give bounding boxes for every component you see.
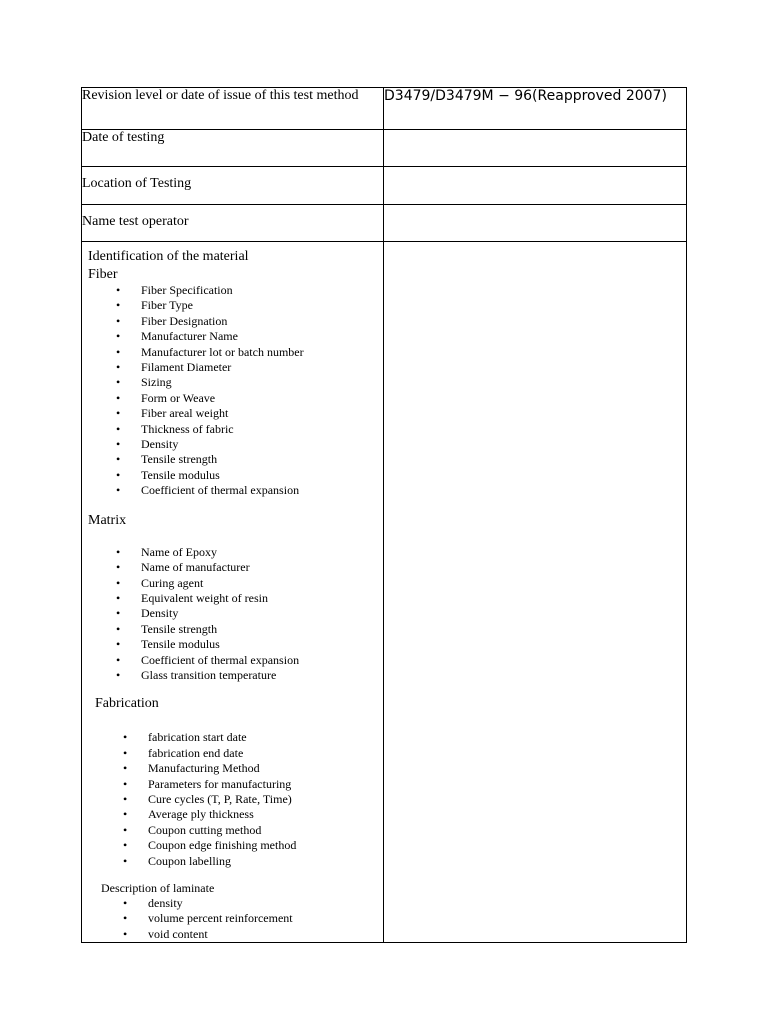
list-item: • Glass transition temperature [82,668,383,683]
list-item: • Density [82,606,383,621]
list-item: • Curing agent [82,576,383,591]
list-item: • Manufacturing Method [82,761,383,776]
fabrication-list [82,730,383,869]
laminate-heading: Description of laminate [101,881,215,895]
list-item: • Fiber Designation [82,314,383,329]
date-of-testing-value [384,130,687,167]
list-item: • Filament Diameter [82,360,383,375]
list-item: • Fiber areal weight [82,406,383,421]
revision-value: D3479/D3479M − 96(Reapproved 2007) [384,88,687,130]
list-item: • Coefficient of thermal expansion [82,483,383,498]
form-row-date-of-testing [82,130,687,167]
list-item: • Cure cycles (T, P, Rate, Time) [82,792,383,807]
list-item: • Density [82,437,383,452]
list-item: • Manufacturer Name [82,329,383,344]
operator-value [384,205,687,242]
list-item: • Parameters for manufacturing [82,777,383,792]
list-item: • density [82,896,383,911]
list-item: • Coupon labelling [82,854,383,869]
list-item: • Tensile strength [82,622,383,637]
list-item: • volume percent reinforcement [82,911,383,926]
list-item: • Coupon cutting method [82,823,383,838]
list-item: • fabrication start date [82,730,383,745]
list-item: • Coefficient of thermal expansion [82,653,383,668]
material-cell [82,242,384,943]
list-item: • Average ply thickness [82,807,383,822]
material-title: Identification of the material [88,249,249,264]
list-item: • Sizing [82,375,383,390]
list-item: • Name of Epoxy [82,545,383,560]
list-item: • Coupon edge finishing method [82,838,383,853]
fiber-list [82,283,383,499]
list-item: • Fiber Specification [82,283,383,298]
form-row-material [82,242,687,943]
matrix-list [82,545,383,684]
list-item: • Tensile strength [82,452,383,467]
test-report-form [81,87,687,943]
list-item: • Name of manufacturer [82,560,383,575]
list-item: • Form or Weave [82,391,383,406]
list-item: • Thickness of fabric [82,422,383,437]
list-item: • Tensile modulus [82,637,383,652]
form-row-operator [82,205,687,242]
list-item: • fabrication end date [82,746,383,761]
location-of-testing-label: Location of Testing [82,167,384,205]
date-of-testing-label: Date of testing [82,130,384,167]
form-row-location [82,167,687,205]
matrix-heading: Matrix [88,512,127,528]
fiber-heading: Fiber [88,267,118,282]
operator-label: Name test operator [82,205,384,242]
revision-label: Revision level or date of issue of this test method [82,88,384,130]
list-item: • Equivalent weight of resin [82,591,383,606]
laminate-list [82,896,383,942]
list-item: • Manufacturer lot or batch number [82,345,383,360]
material-value [384,242,687,943]
location-of-testing-value [384,167,687,205]
form-row-revision [82,88,687,130]
list-item: • Fiber Type [82,298,383,313]
fabrication-heading: Fabrication [95,696,159,712]
list-item: • Tensile modulus [82,468,383,483]
list-item: • void content [82,927,383,942]
